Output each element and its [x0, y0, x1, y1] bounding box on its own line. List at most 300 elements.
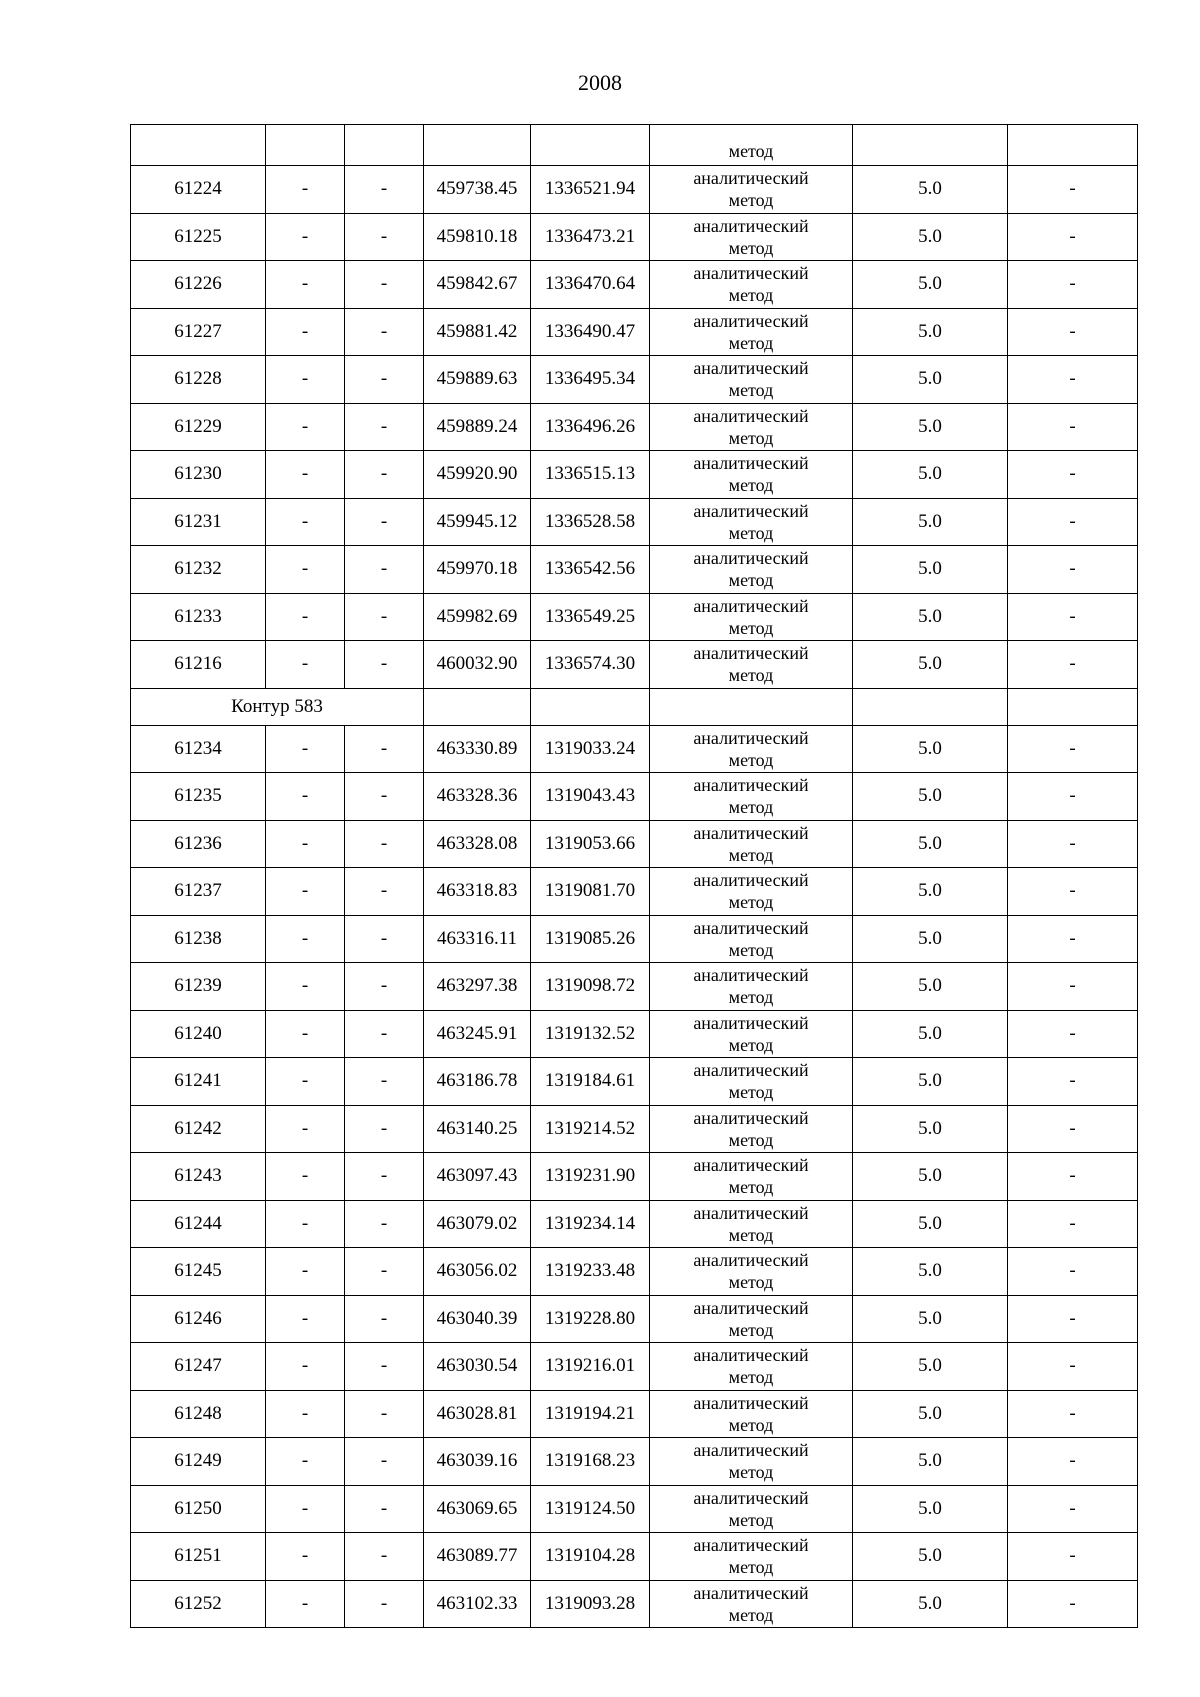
method-line1: аналитический: [693, 310, 809, 331]
coordinate-x: 459889.24: [424, 403, 531, 451]
point-number: 61239: [131, 963, 266, 1011]
table-row: [131, 868, 1138, 916]
method-line2: метод: [728, 1509, 774, 1530]
last-cell: -: [1008, 1533, 1138, 1581]
method-line1: аналитический: [693, 1155, 809, 1176]
method-line2: метод: [728, 332, 774, 353]
accuracy-cell: 5.0: [853, 546, 1008, 594]
continuation-row: [131, 125, 1138, 166]
accuracy-cell: 5.0: [853, 451, 1008, 499]
coordinate-x: 459920.90: [424, 451, 531, 499]
dash-cell: -: [266, 403, 345, 451]
accuracy-cell: 5.0: [853, 1580, 1008, 1628]
method-line1: аналитический: [693, 870, 809, 891]
last-cell: -: [1008, 1485, 1138, 1533]
dash-cell: -: [345, 1058, 424, 1106]
dash-cell: -: [266, 1295, 345, 1343]
dash-cell: -: [345, 498, 424, 546]
method-line2: метод: [728, 1462, 774, 1483]
dash-cell: -: [266, 1390, 345, 1438]
coordinate-x: 463316.11: [424, 915, 531, 963]
coordinate-y: 1319233.48: [531, 1248, 650, 1296]
method-line2: метод: [728, 939, 774, 960]
dash-cell: -: [345, 1390, 424, 1438]
method-line2: метод: [728, 1082, 774, 1103]
accuracy-cell: 5.0: [853, 593, 1008, 641]
accuracy-cell: 5.0: [853, 641, 1008, 689]
method-line1: аналитический: [693, 500, 809, 521]
point-number: 61225: [131, 213, 266, 261]
method-line1: аналитический: [693, 1535, 809, 1556]
method-line1: аналитический: [693, 263, 809, 284]
point-number: 61226: [131, 261, 266, 309]
dash-cell: -: [345, 356, 424, 404]
method-cell: [650, 261, 853, 309]
point-number: 61231: [131, 498, 266, 546]
dash-cell: -: [345, 820, 424, 868]
table-row: [131, 498, 1138, 546]
table-row: [131, 915, 1138, 963]
method-cell: [650, 641, 853, 689]
last-cell: -: [1008, 868, 1138, 916]
method-line1: аналитический: [693, 453, 809, 474]
method-cell: [650, 688, 853, 725]
method-line2: метод: [728, 797, 774, 818]
point-number: 61227: [131, 308, 266, 356]
method-cell: [650, 820, 853, 868]
dash-cell: -: [266, 166, 345, 214]
last-cell: [1008, 688, 1138, 725]
dash-cell: -: [266, 1438, 345, 1486]
dash-cell: -: [266, 1153, 345, 1201]
coordinate-y: 1336470.64: [531, 261, 650, 309]
table-row: [131, 593, 1138, 641]
dash-cell: -: [345, 773, 424, 821]
last-cell: -: [1008, 1010, 1138, 1058]
accuracy-cell: 5.0: [853, 356, 1008, 404]
point-number: 61230: [131, 451, 266, 499]
dash-cell: -: [266, 725, 345, 773]
method-cell: [650, 308, 853, 356]
method-cell: [650, 1533, 853, 1581]
coordinate-x: 463330.89: [424, 725, 531, 773]
coordinate-x: 463245.91: [424, 1010, 531, 1058]
coordinate-x: 463069.65: [424, 1485, 531, 1533]
table-row: [131, 1200, 1138, 1248]
dash-cell: -: [266, 1533, 345, 1581]
coordinate-y: 1336549.25: [531, 593, 650, 641]
method-line2: метод: [728, 844, 774, 865]
dash-cell: -: [345, 641, 424, 689]
coordinate-y: 1336574.30: [531, 641, 650, 689]
method-line1: аналитический: [693, 168, 809, 189]
coordinate-x: 463318.83: [424, 868, 531, 916]
method-cell: [650, 963, 853, 1011]
point-number: 61216: [131, 641, 266, 689]
point-number: 61244: [131, 1200, 266, 1248]
coordinate-y: 1319216.01: [531, 1343, 650, 1391]
method-cell: [650, 1343, 853, 1391]
method-line1: аналитический: [693, 215, 809, 236]
method-line2: метод: [728, 380, 774, 401]
accuracy-cell: 5.0: [853, 166, 1008, 214]
method-line2: метод: [728, 285, 774, 306]
table-row: [131, 820, 1138, 868]
last-cell: -: [1008, 820, 1138, 868]
accuracy-cell: 5.0: [853, 403, 1008, 451]
dash-cell: -: [266, 641, 345, 689]
accuracy-cell: 5.0: [853, 1248, 1008, 1296]
table-row: [131, 403, 1138, 451]
dash-cell: -: [266, 1485, 345, 1533]
dash-cell: -: [266, 593, 345, 641]
coordinate-y: 1319104.28: [531, 1533, 650, 1581]
last-cell: -: [1008, 1343, 1138, 1391]
method-line1: аналитический: [693, 358, 809, 379]
coordinate-y: 1319194.21: [531, 1390, 650, 1438]
coordinate-x: 463056.02: [424, 1248, 531, 1296]
accuracy-cell: 5.0: [853, 308, 1008, 356]
accuracy-cell: 5.0: [853, 820, 1008, 868]
method-line2: метод: [728, 1557, 774, 1578]
dash-cell: -: [345, 213, 424, 261]
table-row: [131, 1248, 1138, 1296]
method-line2: метод: [728, 1414, 774, 1435]
coordinate-x: 459738.45: [424, 166, 531, 214]
table-row: [131, 213, 1138, 261]
coordinate-y: 1319098.72: [531, 963, 650, 1011]
coordinate-x: 463030.54: [424, 1343, 531, 1391]
dash-cell: -: [266, 356, 345, 404]
dash-cell: -: [345, 593, 424, 641]
accuracy-cell: 5.0: [853, 963, 1008, 1011]
point-number: 61245: [131, 1248, 266, 1296]
accuracy-cell: 5.0: [853, 1343, 1008, 1391]
method-cell: [650, 1248, 853, 1296]
table-row: [131, 546, 1138, 594]
method-line1: аналитический: [693, 727, 809, 748]
last-cell: -: [1008, 725, 1138, 773]
point-number: 61229: [131, 403, 266, 451]
coordinate-y: 1319081.70: [531, 868, 650, 916]
method-cell: [650, 1390, 853, 1438]
coordinate-x: 463102.33: [424, 1580, 531, 1628]
method-cell: [650, 725, 853, 773]
coordinate-x: 463089.77: [424, 1533, 531, 1581]
point-number: 61236: [131, 820, 266, 868]
last-cell: -: [1008, 451, 1138, 499]
method-line2: метод: [728, 1224, 774, 1245]
coordinate-y: 1319231.90: [531, 1153, 650, 1201]
point-number: 61248: [131, 1390, 266, 1438]
dash-cell: -: [266, 1200, 345, 1248]
table-row: [131, 963, 1138, 1011]
accuracy-cell: 5.0: [853, 868, 1008, 916]
dash-cell: -: [266, 820, 345, 868]
coordinate-y: 1319214.52: [531, 1105, 650, 1153]
dash-cell: -: [266, 498, 345, 546]
last-cell: -: [1008, 1295, 1138, 1343]
coordinate-x: 463328.36: [424, 773, 531, 821]
point-number: 61237: [131, 868, 266, 916]
last-cell: -: [1008, 773, 1138, 821]
last-cell: -: [1008, 1200, 1138, 1248]
accuracy-cell: 5.0: [853, 1438, 1008, 1486]
method-cell: [650, 915, 853, 963]
method-line1: аналитический: [693, 1060, 809, 1081]
coordinate-x: 463140.25: [424, 1105, 531, 1153]
point-number: 61246: [131, 1295, 266, 1343]
method-line2: метод: [728, 1034, 774, 1055]
dash-cell: -: [345, 166, 424, 214]
accuracy-cell: 5.0: [853, 1533, 1008, 1581]
last-cell: -: [1008, 356, 1138, 404]
dash-cell: -: [345, 1438, 424, 1486]
point-number: 61240: [131, 1010, 266, 1058]
coordinate-y: 1319124.50: [531, 1485, 650, 1533]
point-number: 61249: [131, 1438, 266, 1486]
method-line2: метод: [728, 190, 774, 211]
method-line1: аналитический: [693, 548, 809, 569]
table-row: [131, 1390, 1138, 1438]
coordinate-x: 459842.67: [424, 261, 531, 309]
accuracy-cell: 5.0: [853, 725, 1008, 773]
coordinate-y: 1319168.23: [531, 1438, 650, 1486]
coordinate-x: 463079.02: [424, 1200, 531, 1248]
point-number: 61235: [131, 773, 266, 821]
dash-cell: -: [266, 261, 345, 309]
coordinate-y: 1319184.61: [531, 1058, 650, 1106]
table-body: [131, 125, 1138, 1628]
coordinate-y: 1336528.58: [531, 498, 650, 546]
method-line2: метод: [728, 475, 774, 496]
dash-cell: -: [345, 1010, 424, 1058]
method-line2: метод: [728, 1319, 774, 1340]
method-line2: метод: [728, 522, 774, 543]
dash-cell: -: [345, 261, 424, 309]
page-number: 2008: [578, 70, 622, 95]
method-line2: метод: [728, 617, 774, 638]
method-line1: аналитический: [693, 917, 809, 938]
coordinate-y: 1336496.26: [531, 403, 650, 451]
coordinate-x: 459982.69: [424, 593, 531, 641]
method-line1: аналитический: [693, 1107, 809, 1128]
dash-cell: -: [266, 213, 345, 261]
method-line1: аналитический: [693, 1297, 809, 1318]
point-number: 61233: [131, 593, 266, 641]
method-line1: аналитический: [693, 595, 809, 616]
dash-cell: -: [266, 1058, 345, 1106]
dash-cell: -: [345, 725, 424, 773]
coordinate-y: 1319132.52: [531, 1010, 650, 1058]
method-cell: метод: [650, 125, 853, 166]
method-line1: аналитический: [693, 1392, 809, 1413]
accuracy-cell: 5.0: [853, 1105, 1008, 1153]
coordinate-x: 463040.39: [424, 1295, 531, 1343]
table-row: [131, 1153, 1138, 1201]
method-cell: [650, 1105, 853, 1153]
point-number: 61251: [131, 1533, 266, 1581]
point-number: 61242: [131, 1105, 266, 1153]
method-line2: метод: [728, 749, 774, 770]
method-line2: метод: [728, 427, 774, 448]
coordinate-x: 463028.81: [424, 1390, 531, 1438]
coordinate-y: 1319033.24: [531, 725, 650, 773]
method-cell: [650, 1153, 853, 1201]
coordinate-x: 463328.08: [424, 820, 531, 868]
dash-cell: -: [266, 451, 345, 499]
method-cell: [650, 1010, 853, 1058]
accuracy-cell: 5.0: [853, 1485, 1008, 1533]
coordinate-y: 1319043.43: [531, 773, 650, 821]
table-row: [131, 261, 1138, 309]
method-line1: аналитический: [693, 1250, 809, 1271]
method-line1: аналитический: [693, 1012, 809, 1033]
coordinate-x: 459889.63: [424, 356, 531, 404]
point-number: 61234: [131, 725, 266, 773]
coordinate-x: 459810.18: [424, 213, 531, 261]
dash-cell: -: [266, 773, 345, 821]
table-row: [131, 451, 1138, 499]
coordinate-y: 1319085.26: [531, 915, 650, 963]
method-line2: метод: [728, 1604, 774, 1625]
table-row: [131, 1580, 1138, 1628]
method-cell: [650, 773, 853, 821]
point-number: 61247: [131, 1343, 266, 1391]
method-line1: аналитический: [693, 965, 809, 986]
last-cell: -: [1008, 546, 1138, 594]
method-cell: [650, 868, 853, 916]
accuracy-cell: 5.0: [853, 261, 1008, 309]
coordinate-y: 1319093.28: [531, 1580, 650, 1628]
dash-cell: -: [345, 451, 424, 499]
method-line1: аналитический: [693, 1202, 809, 1223]
coordinate-y: 1336473.21: [531, 213, 650, 261]
method-line2: метод: [728, 1177, 774, 1198]
table-row: [131, 773, 1138, 821]
table-row: [131, 1343, 1138, 1391]
coordinate-x: 463039.16: [424, 1438, 531, 1486]
point-number: 61250: [131, 1485, 266, 1533]
coordinate-y: 1336521.94: [531, 166, 650, 214]
method-line1: аналитический: [693, 1345, 809, 1366]
method-cell: [650, 1580, 853, 1628]
coordinate-x: 463297.38: [424, 963, 531, 1011]
last-cell: -: [1008, 915, 1138, 963]
method-cell: [650, 166, 853, 214]
method-line1: аналитический: [693, 643, 809, 664]
coordinate-y: 1319053.66: [531, 820, 650, 868]
dash-cell: -: [345, 546, 424, 594]
last-cell: -: [1008, 308, 1138, 356]
dash-cell: -: [345, 868, 424, 916]
accuracy-cell: [853, 688, 1008, 725]
dash-cell: -: [266, 1580, 345, 1628]
coordinate-x: 463097.43: [424, 1153, 531, 1201]
table-row: [131, 641, 1138, 689]
col-y: [531, 688, 650, 725]
dash-cell: -: [266, 1105, 345, 1153]
dash-cell: -: [345, 1295, 424, 1343]
method-cell: [650, 1200, 853, 1248]
col-x: [424, 688, 531, 725]
accuracy-cell: 5.0: [853, 773, 1008, 821]
table-row: [131, 356, 1138, 404]
coordinate-y: 1336515.13: [531, 451, 650, 499]
method-line2: метод: [728, 987, 774, 1008]
dash-cell: -: [266, 1248, 345, 1296]
last-cell: -: [1008, 1438, 1138, 1486]
table-row: [131, 725, 1138, 773]
last-cell: -: [1008, 213, 1138, 261]
method-line1: аналитический: [693, 405, 809, 426]
dash-cell: -: [266, 868, 345, 916]
method-cell: [650, 593, 853, 641]
last-cell: -: [1008, 166, 1138, 214]
method-line1: аналитический: [693, 1487, 809, 1508]
accuracy-cell: 5.0: [853, 213, 1008, 261]
table-row: [131, 1533, 1138, 1581]
accuracy-cell: 5.0: [853, 915, 1008, 963]
accuracy-cell: 5.0: [853, 1295, 1008, 1343]
table-row: [131, 1010, 1138, 1058]
point-number: 61252: [131, 1580, 266, 1628]
table-row: [131, 308, 1138, 356]
dash-cell: -: [345, 403, 424, 451]
point-number: 61238: [131, 915, 266, 963]
method-cell: [650, 546, 853, 594]
coordinate-x: 459945.12: [424, 498, 531, 546]
dash-cell: -: [266, 963, 345, 1011]
table-row: [131, 1295, 1138, 1343]
table-row: [131, 1438, 1138, 1486]
method-line2: метод: [728, 1272, 774, 1293]
point-number: 61241: [131, 1058, 266, 1106]
method-cell: [650, 1058, 853, 1106]
contour-header-row: [131, 688, 1138, 725]
last-cell: -: [1008, 403, 1138, 451]
dash-cell: -: [345, 915, 424, 963]
accuracy-cell: 5.0: [853, 1200, 1008, 1248]
last-cell: -: [1008, 498, 1138, 546]
table-row: [131, 1105, 1138, 1153]
coordinate-y: 1336490.47: [531, 308, 650, 356]
dash-cell: -: [345, 1200, 424, 1248]
method-line2: метод: [728, 1367, 774, 1388]
last-cell: -: [1008, 1058, 1138, 1106]
dash-cell: -: [345, 1153, 424, 1201]
method-cell: [650, 1485, 853, 1533]
method-cell: [650, 403, 853, 451]
dash-cell: -: [266, 308, 345, 356]
coordinate-x: 460032.90: [424, 641, 531, 689]
method-cell: [650, 1438, 853, 1486]
dash-cell: -: [345, 1533, 424, 1581]
last-cell: -: [1008, 1390, 1138, 1438]
method-cell: [650, 498, 853, 546]
table-row: [131, 1485, 1138, 1533]
accuracy-cell: 5.0: [853, 1390, 1008, 1438]
dash-cell: -: [345, 963, 424, 1011]
method-line2: метод: [728, 1129, 774, 1150]
dash-cell: -: [345, 1485, 424, 1533]
accuracy-cell: 5.0: [853, 1058, 1008, 1106]
accuracy-cell: 5.0: [853, 1010, 1008, 1058]
method-line1: аналитический: [693, 1582, 809, 1603]
coordinate-x: 463186.78: [424, 1058, 531, 1106]
last-cell: -: [1008, 1580, 1138, 1628]
dash-cell: -: [266, 915, 345, 963]
